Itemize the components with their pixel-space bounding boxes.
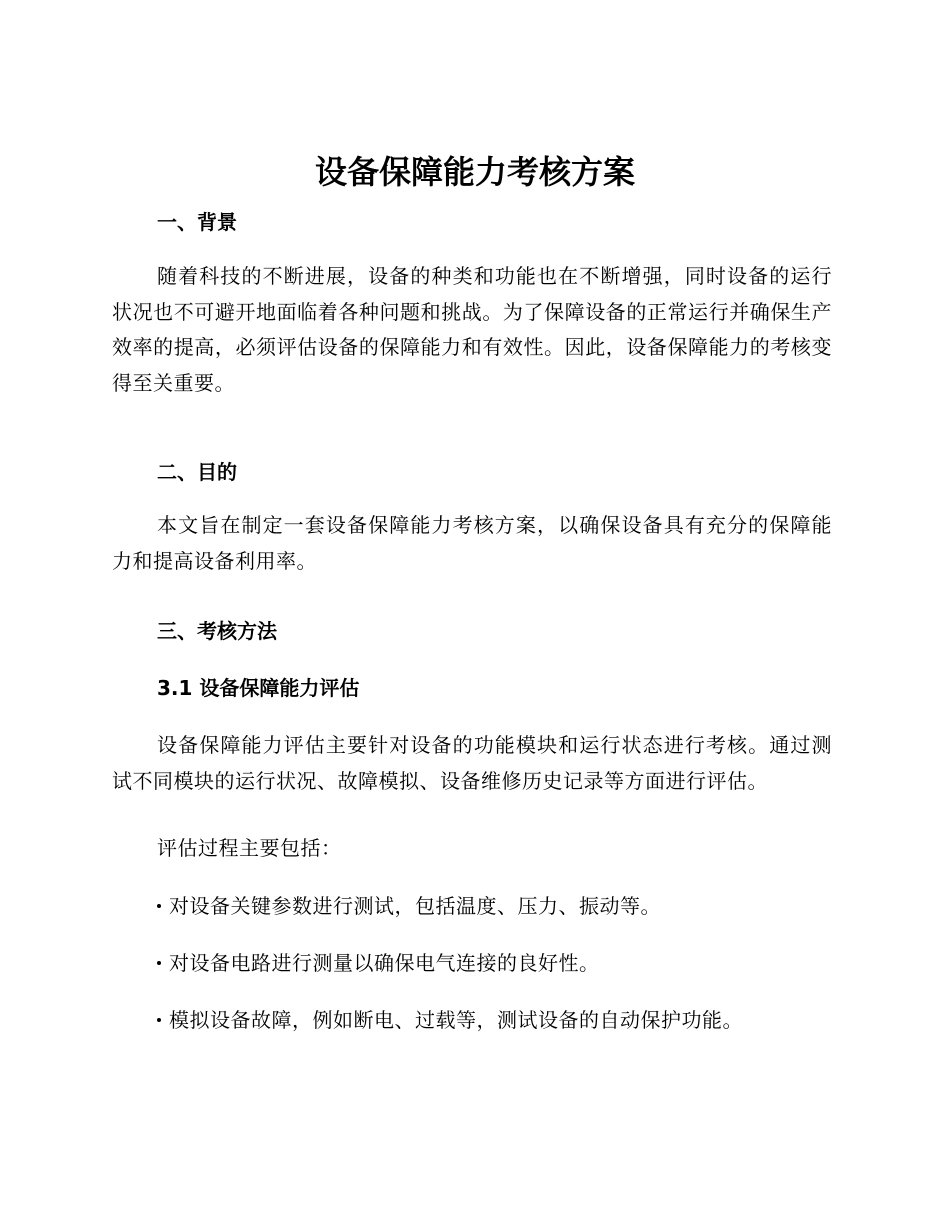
background-paragraph: 随着科技的不断进展，设备的种类和功能也在不断增强，同时设备的运行状况也不可避开地面临着各种问题和挑战。为了保障设备的正常运行并确保生产效率的提高，必须评估设备的保障能力和有效性。因此，设备保障能力的考核变得至关重要。 [112, 264, 832, 395]
process-intro: 评估过程主要包括： [157, 836, 342, 860]
bullet-dot-icon [157, 904, 161, 908]
list-item [157, 892, 661, 920]
bullet-dot-icon [157, 961, 161, 965]
section-heading-purpose: 二、目的 [157, 460, 237, 484]
list-item-text: 模拟设备故障，例如断电、过载等，测试设备的自动保护功能。 [169, 1008, 743, 1032]
list-item-text: 对设备关键参数进行测试，包括温度、压力、振动等。 [169, 894, 661, 918]
subsection-heading-3-1: 3.1 设备保障能力评估 [157, 676, 360, 700]
list-item-text: 对设备电路进行测量以确保电气连接的良好性。 [169, 951, 600, 975]
section-heading-background: 一、背景 [157, 210, 237, 234]
section-heading-method: 三、考核方法 [157, 619, 277, 643]
bullet-dot-icon [157, 1018, 161, 1022]
list-item [157, 1006, 743, 1034]
document-title: 设备保障能力考核方案 [314, 153, 635, 191]
assessment-paragraph: 设备保障能力评估主要针对设备的功能模块和运行状态进行考核。通过测试不同模块的运行状况、故障模拟、设备维修历史记录等方面进行评估。 [112, 733, 832, 793]
purpose-paragraph: 本文旨在制定一套设备保障能力考核方案，以确保设备具有充分的保障能力和提高设备利用率。 [112, 513, 832, 573]
list-item [157, 949, 600, 977]
